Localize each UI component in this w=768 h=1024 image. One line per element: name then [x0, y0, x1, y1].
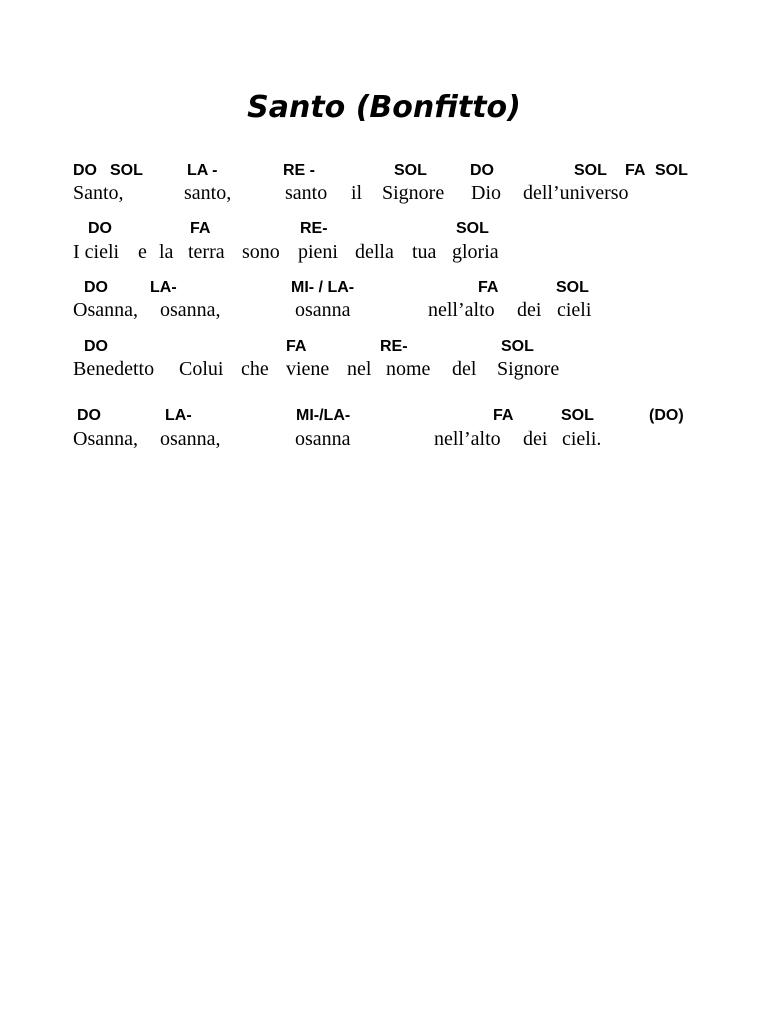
- chord: SOL: [394, 162, 427, 179]
- chord: MI-/LA-: [296, 407, 351, 424]
- lyric-word: viene: [286, 358, 330, 380]
- lyric-word: nell’alto: [428, 299, 495, 321]
- chord: RE-: [380, 338, 408, 355]
- lyric-word: nome: [386, 358, 431, 380]
- lyric-word: Colui: [179, 358, 224, 380]
- lyric-word: osanna: [295, 428, 351, 450]
- lyric-word: del: [452, 358, 477, 380]
- chord: SOL: [501, 338, 534, 355]
- chord: FA: [493, 407, 514, 424]
- chord: LA -: [187, 162, 218, 179]
- chord: SOL: [556, 279, 589, 296]
- lyric-word: Osanna,: [73, 299, 138, 321]
- chord: SOL: [574, 162, 607, 179]
- lyric-word: osanna,: [160, 299, 221, 321]
- lyric-word: della: [355, 241, 394, 263]
- lyric-word: santo: [285, 182, 328, 204]
- chord: SOL: [561, 407, 594, 424]
- lyric-word: sono: [242, 241, 280, 263]
- lyric-word: che: [241, 358, 269, 380]
- chord: DO: [470, 162, 494, 179]
- lyric-word: nel: [347, 358, 372, 380]
- chord: DO: [77, 407, 101, 424]
- lyric-word: Osanna,: [73, 428, 138, 450]
- lyric-word: osanna,: [160, 428, 221, 450]
- chord: DO: [88, 220, 112, 237]
- chord: DO: [84, 338, 108, 355]
- chord: FA: [286, 338, 307, 355]
- lyric-word: cieli.: [562, 428, 602, 450]
- lyric-word: dell’universo: [523, 182, 629, 204]
- lyric-word: Dio: [471, 182, 501, 204]
- lyric-word: santo,: [184, 182, 232, 204]
- chord: (DO): [649, 407, 684, 424]
- lyric-word: tua: [412, 241, 437, 263]
- chord: FA: [625, 162, 646, 179]
- lyric-word: I cieli: [73, 241, 120, 263]
- song-title: Santo (Bonfitto): [247, 90, 521, 125]
- chord: SOL: [456, 220, 489, 237]
- lyric-word: Benedetto: [73, 358, 155, 380]
- lyric-word: cieli: [557, 299, 592, 321]
- chord: FA: [478, 279, 499, 296]
- lyric-word: Signore: [382, 182, 445, 204]
- lyric-word: la: [159, 241, 174, 263]
- lyric-word: dei: [523, 428, 548, 450]
- lyric-word: nell’alto: [434, 428, 501, 450]
- lyric-word: pieni: [298, 241, 338, 263]
- lyric-word: osanna: [295, 299, 351, 321]
- chord: RE-: [300, 220, 328, 237]
- chord: SOL: [655, 162, 688, 179]
- lyric-word: il: [351, 182, 363, 204]
- chord: SOL: [110, 162, 143, 179]
- chord: MI- / LA-: [291, 279, 355, 296]
- lyric-word: dei: [517, 299, 542, 321]
- lyric-word: e: [138, 241, 147, 263]
- chord: DO: [73, 162, 97, 179]
- chord: LA-: [165, 407, 192, 424]
- chord: LA-: [150, 279, 177, 296]
- chord: DO: [84, 279, 108, 296]
- chord: FA: [190, 220, 211, 237]
- lyric-word: gloria: [452, 241, 499, 263]
- lyric-word: terra: [188, 241, 225, 263]
- lyric-word: Santo,: [73, 182, 124, 204]
- chord: RE -: [283, 162, 315, 179]
- lyric-word: Signore: [497, 358, 560, 380]
